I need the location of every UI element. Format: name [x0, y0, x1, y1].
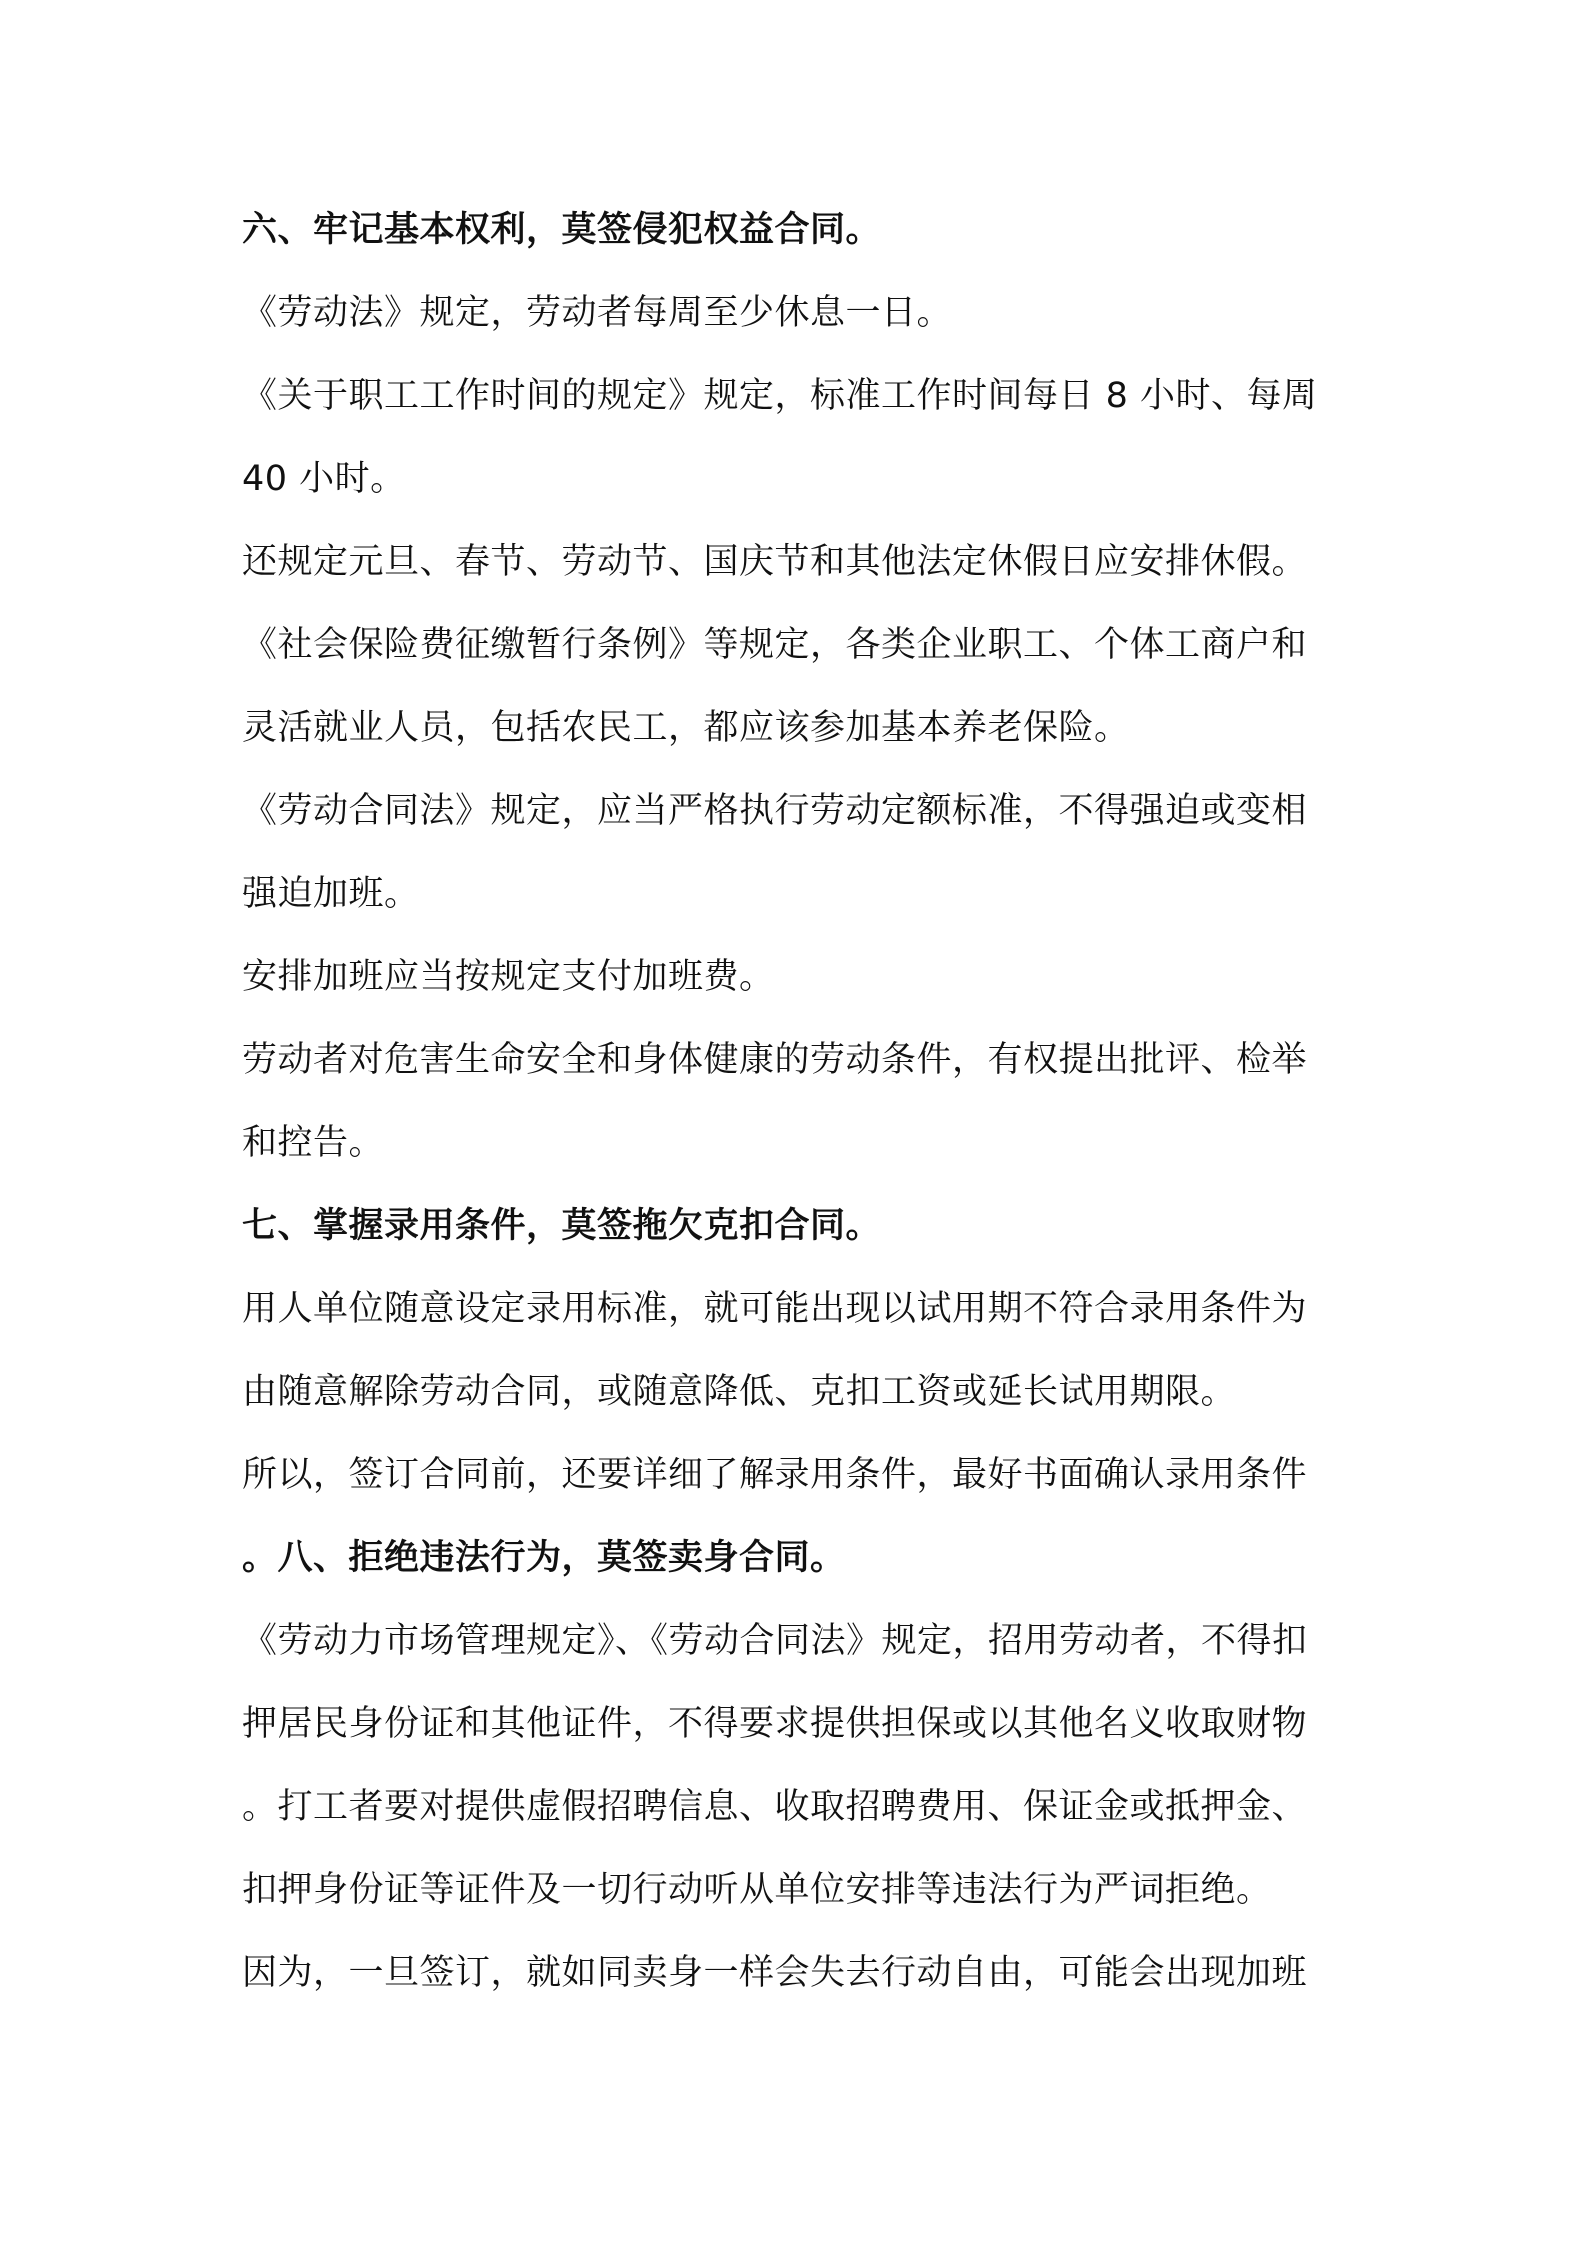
- text-line: 强迫加班。: [242, 874, 420, 914]
- text-line: 劳动者对危害生命安全和身体健康的劳动条件，有权提出批评、检举: [242, 1040, 1308, 1080]
- text-line: 和控告。: [242, 1123, 385, 1163]
- text-line: 押居民身份证和其他证件，不得要求提供担保或以其他名义收取财物: [242, 1704, 1308, 1744]
- section-heading-six: 六、牢记基本权利，莫签侵犯权益合同。: [242, 210, 882, 250]
- text-line: 《关于职工工作时间的规定》规定，标准工作时间每日 8 小时、每周: [242, 376, 1318, 416]
- text-line: 所以，签订合同前，还要详细了解录用条件，最好书面确认录用条件: [242, 1455, 1308, 1495]
- text-line: 40 小时。: [242, 459, 406, 499]
- text-line: 《劳动合同法》规定，应当严格执行劳动定额标准，不得强迫或变相: [242, 791, 1308, 831]
- text-line: 因为，一旦签订，就如同卖身一样会失去行动自由，可能会出现加班: [242, 1953, 1308, 1993]
- document-body: [242, 200, 1364, 2026]
- section-heading-eight: 。八、拒绝违法行为，莫签卖身合同。: [242, 1538, 846, 1578]
- text-line: 安排加班应当按规定支付加班费。: [242, 957, 775, 997]
- text-line: 还规定元旦、春节、劳动节、国庆节和其他法定休假日应安排休假。: [242, 542, 1308, 582]
- text-line: 《社会保险费征缴暂行条例》等规定，各类企业职工、个体工商户和: [242, 625, 1308, 665]
- text-line: 《劳动力市场管理规定》、《劳动合同法》规定，招用劳动者，不得扣: [242, 1621, 1308, 1661]
- text-line: 由随意解除劳动合同，或随意降低、克扣工资或延长试用期限。: [242, 1372, 1237, 1412]
- section-heading-seven: 七、掌握录用条件，莫签拖欠克扣合同。: [242, 1206, 882, 1246]
- text-line: 。打工者要对提供虚假招聘信息、收取招聘费用、保证金或抵押金、: [242, 1787, 1308, 1827]
- text-line: 灵活就业人员，包括农民工，都应该参加基本养老保险。: [242, 708, 1130, 748]
- text-line: 用人单位随意设定录用标准，就可能出现以试用期不符合录用条件为: [242, 1289, 1308, 1329]
- text-line: 扣押身份证等证件及一切行动听从单位安排等违法行为严词拒绝。: [242, 1870, 1272, 1910]
- text-line: 《劳动法》规定，劳动者每周至少休息一日。: [242, 293, 953, 333]
